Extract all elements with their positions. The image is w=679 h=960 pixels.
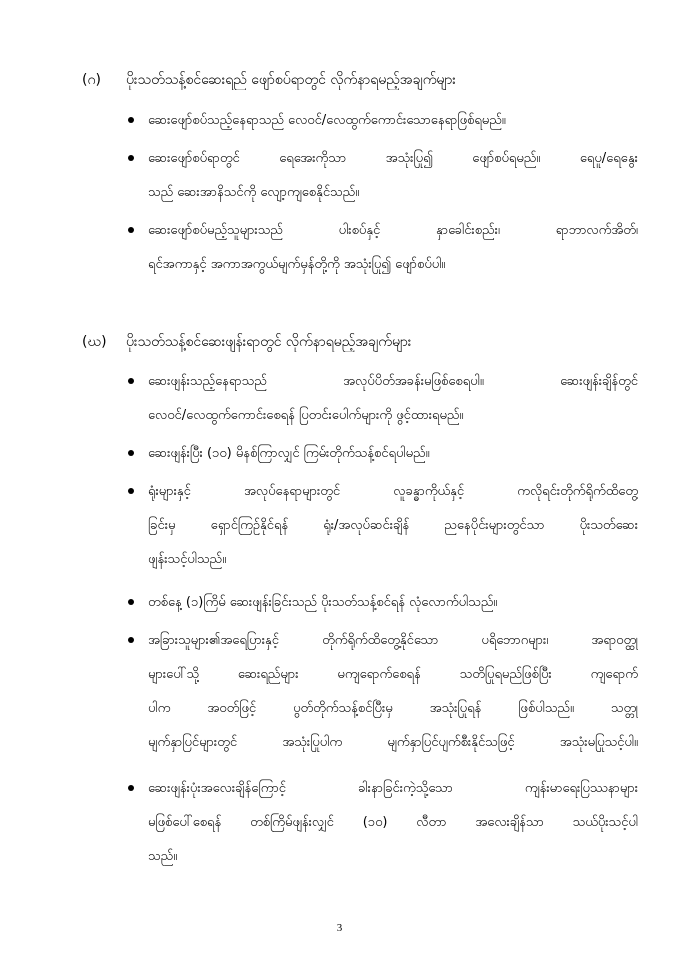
list-item-line: ရင်အကာနှင့် အကာအကွယ်မျက်မှန်တို့ကို အသုံးပြု၍ ဖျော်စပ်ပါ။ xyxy=(148,257,446,272)
section-number: (ဃ) xyxy=(82,334,107,350)
list-item-line: လေဝင်/လေထွက်ကောင်းစေရန် ပြတင်းပေါက်များကို ဖွင့်ထားရမည်။ xyxy=(148,408,464,423)
list-item xyxy=(148,772,638,874)
bullet-icon xyxy=(128,450,134,456)
list-item-line: တစ်နေ့ (၁)ကြိမ် ဆေးဖျန်းခြင်းသည် ပိုးသတ်သန့်စင်ရန် လုံလောက်ပါသည်။ xyxy=(148,595,498,610)
list-item-line: မျက်နှာပြင်များတွင် အသုံးပြုပါက မျက်နှာပြင်ပျက်စီးနိုင်သဖြင့် အသုံးမပြုသင့်ပါ။ xyxy=(148,735,638,750)
section-number: (ဂ) xyxy=(82,72,101,88)
section-title: ပိုးသတ်သန့်စင်ဆေးဖျန်းရာတွင် လိုက်နာရမည့်အချက်များ xyxy=(126,334,412,350)
section-heading xyxy=(82,332,642,352)
list-item-line: မဖြစ်ပေါ်စေရန် တစ်ကြိမ်ဖျန်းလျှင် (၁၀) လီတာ အလေးချိန်သာ သယ်ပိုးသင့်ပါ xyxy=(148,815,638,830)
list-item-line: အခြားသူများ၏အရေပြားနှင့် တိုက်ရိုက်ထိတွေ့နိုင်သော ပရိဘောဂများ၊ အရာဝတ္ထု xyxy=(148,633,638,648)
list-item-line: ဖျန်းသင့်ပါသည်။ xyxy=(148,552,227,567)
section-title: ပိုးသတ်သန့်စင်ဆေးရည် ဖျော်စပ်ရာတွင် လိုက်နာရမည့်အချက်များ xyxy=(126,72,456,88)
list-item-line: ဆေးဖျန်းပြီး (၁၀) မိနစ်ကြာလျှင် ကြမ်းတိုက်သန့်စင်ရပါမည်။ xyxy=(148,446,430,461)
list-item-line: ဆေးဖျန်းပုံးအလေးချိန်ကြောင့် ခါးနာခြင်းကဲ့သို့သော ကျန်းမာရေးပြဿနာများ xyxy=(148,781,638,796)
bullet-icon xyxy=(128,599,134,605)
bullet-icon xyxy=(128,378,134,384)
list-item-line: ဆေးဖျော်စပ်မည့်သူများသည် ပါးစပ်နှင့် နှာခေါင်းစည်း၊ ရာဘာလက်အိတ်၊ xyxy=(148,223,638,238)
list-item xyxy=(148,104,638,138)
list-item-line: များပေါ်သို့ ဆေးရည်များ မကျရောက်စေရန် သတိပြုရမည်ဖြစ်ပြီး ကျရောက် xyxy=(148,667,638,682)
list-item xyxy=(148,475,638,577)
list-item-line: ခြင်းမှ ရှောင်ကြဉ်နိုင်ရန် ရုံး/အလုပ်ဆင်းချိန် ညနေပိုင်းများတွင်သာ ပိုးသတ်ဆေး xyxy=(148,518,638,533)
list-item-line: သည် ဆေးအာနိသင်ကို လျော့ကျစေနိုင်သည်။ xyxy=(148,185,360,200)
list-item xyxy=(148,365,638,433)
section-heading xyxy=(82,70,642,90)
bullet-icon xyxy=(128,155,134,161)
page-number: 3 xyxy=(336,922,343,934)
list-item xyxy=(148,624,638,760)
list-item xyxy=(148,142,638,210)
list-item-line: ဆေးဖျော်စပ်ရာတွင် ရေအေးကိုသာ အသုံးပြု၍ ဖျော်စပ်ရမည်။ ရေပူ/ရေနွေး xyxy=(148,151,638,166)
list-item-line: ရုံးများနှင့် အလုပ်နေရာများတွင် လူခန္ဓာကိုယ်နှင့် ကလိုရင်းတိုက်ရိုက်ထိတွေ့ xyxy=(148,484,638,499)
list-item xyxy=(148,586,638,620)
list-item-line: ဆေးဖျန်းသည့်နေရာသည် အလုပ်ပိတ်အခန်းမဖြစ်စေရပါ။ ဆေးဖျန်းချိန်တွင် xyxy=(148,374,638,389)
bullet-icon xyxy=(128,785,134,791)
bullet-icon xyxy=(128,637,134,643)
bullet-icon xyxy=(128,117,134,123)
list-item-line: သည်။ xyxy=(148,849,178,864)
list-item xyxy=(148,214,638,282)
list-item-line: ပါက အဝတ်ဖြင့် ပွတ်တိုက်သန့်စင်ပြီးမှ အသုံးပြုရန် ဖြစ်ပါသည်။ သတ္တု xyxy=(148,701,638,716)
bullet-icon xyxy=(128,488,134,494)
list-item xyxy=(148,437,638,471)
bullet-icon xyxy=(128,227,134,233)
list-item-line: ဆေးဖျော်စပ်သည့်နေရာသည် လေဝင်/လေထွက်ကောင်းသောနေရာဖြစ်ရမည်။ xyxy=(148,113,506,128)
